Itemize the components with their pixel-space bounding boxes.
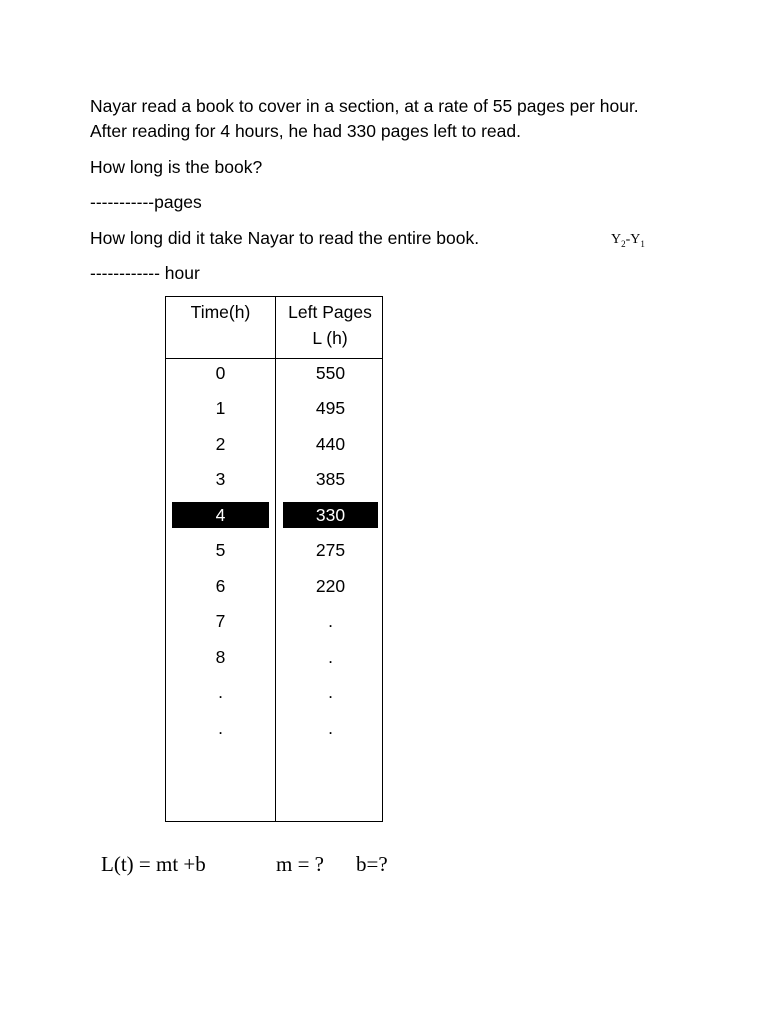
time-cell: 4 (172, 502, 269, 528)
slope-sub-2: 2 (621, 238, 626, 249)
time-cell: . (218, 717, 223, 738)
left-pages-cell: . (328, 646, 333, 667)
time-cell: 3 (215, 469, 226, 489)
time-cell: 6 (215, 575, 226, 596)
answer-blank-hours: ------------ hour (90, 263, 200, 283)
slope-note (611, 230, 645, 254)
table-row (166, 608, 382, 634)
time-cell: 1 (215, 398, 226, 418)
question-reading-time: How long did it take Nayar to read the entire book. (90, 228, 480, 248)
slope-dash: - (625, 232, 631, 247)
table-row (166, 395, 382, 421)
question-book-length: How long is the book? (90, 157, 263, 177)
time-cell: 5 (215, 540, 226, 560)
slope-sub-1: 1 (640, 238, 645, 249)
time-cell: 0 (215, 362, 226, 383)
header-time: Time(h) (190, 302, 251, 322)
answer-blank-pages: -----------pages (90, 192, 202, 212)
linear-formula: L(t) = mt +b (101, 852, 206, 876)
table-row (166, 644, 382, 670)
time-cell: 8 (215, 646, 226, 667)
time-cell: 7 (215, 611, 226, 631)
table-row (166, 715, 382, 741)
problem-line-1: Nayar read a book to cover in a section, at a rate of 55 pages per hour. (90, 96, 639, 116)
left-pages-cell: 495 (315, 398, 346, 418)
table-row (166, 466, 382, 492)
left-pages-cell: 440 (315, 433, 346, 454)
table-row (166, 431, 382, 457)
left-pages-cell: . (328, 717, 333, 738)
table-row (166, 537, 382, 563)
left-pages-cell: . (328, 682, 333, 702)
left-pages-cell: 550 (315, 362, 346, 383)
time-cell: . (218, 682, 223, 702)
header-left-line-1: Left Pages (288, 302, 372, 322)
table-row (166, 679, 382, 705)
left-pages-cell: 220 (315, 575, 346, 596)
pages-table (165, 296, 383, 822)
table-row (166, 360, 382, 386)
slope-y1: Y (630, 232, 641, 247)
header-left-line-2: L (h) (312, 328, 348, 348)
table-row (166, 573, 382, 599)
intercept-question: b=? (356, 852, 388, 876)
left-pages-cell: 385 (315, 469, 346, 489)
left-pages-cell: 275 (315, 540, 346, 560)
left-pages-cell: 330 (283, 502, 378, 528)
problem-line-2: After reading for 4 hours, he had 330 pages left to read. (90, 121, 521, 141)
slope-y2: Y (611, 232, 622, 247)
time-cell: 2 (215, 433, 226, 454)
slope-question: m = ? (276, 852, 324, 876)
table-row (166, 502, 382, 528)
left-pages-cell: . (328, 611, 333, 631)
header-left-pages (276, 299, 384, 351)
